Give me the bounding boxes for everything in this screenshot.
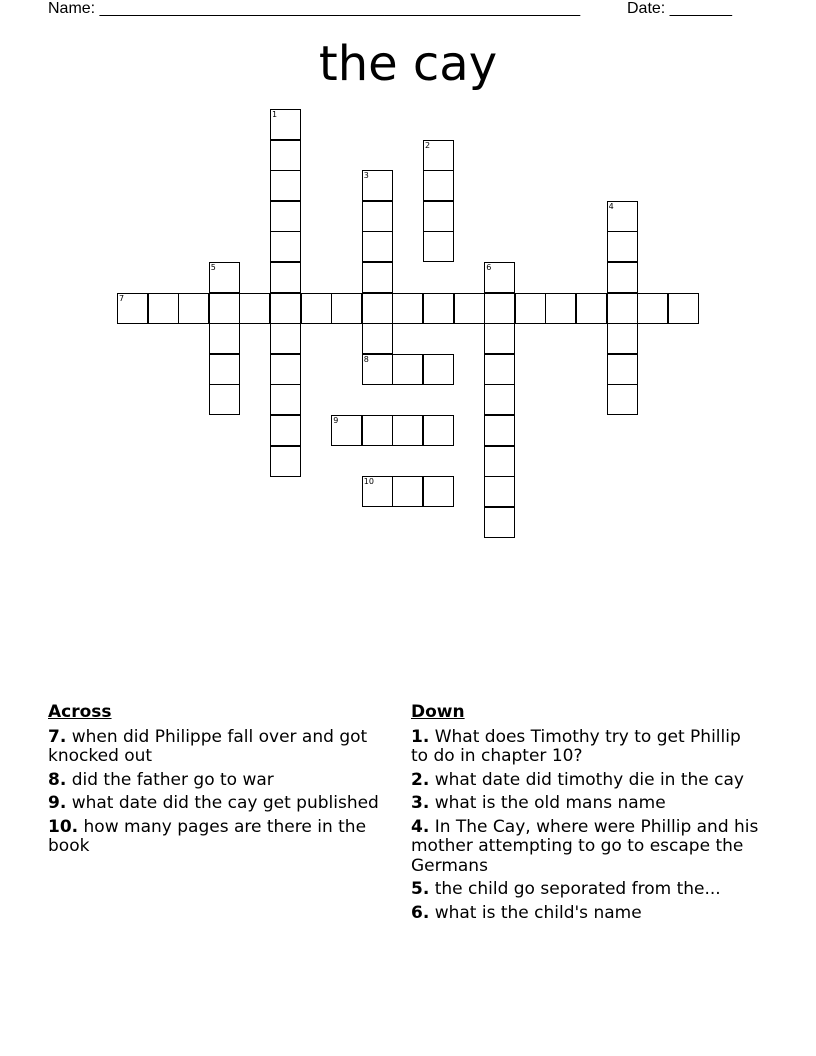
grid-cell[interactable] <box>607 293 638 324</box>
clue-number: 5. <box>411 879 430 899</box>
clue-text: In The Cay, where were Phillip and his mother attempting to go to escape the Germans <box>411 816 759 876</box>
grid-cell[interactable] <box>484 415 515 446</box>
grid-cell[interactable] <box>607 231 638 262</box>
grid-cell[interactable] <box>484 323 515 354</box>
grid-cell[interactable] <box>178 293 209 324</box>
down-clues <box>411 703 761 927</box>
cell-number: 6 <box>486 263 492 272</box>
clue-across-10 <box>48 818 393 857</box>
grid-cell[interactable] <box>423 170 454 201</box>
page-title: the cay <box>318 36 498 92</box>
cell-number: 1 <box>272 110 278 119</box>
down-heading: Down <box>411 702 465 722</box>
cell-number: 3 <box>363 171 369 181</box>
grid-cell[interactable] <box>607 354 638 385</box>
name-field-label: Name: ______________________________________________________ <box>48 0 581 17</box>
grid-cell[interactable] <box>423 354 454 385</box>
grid-cell[interactable] <box>270 446 301 477</box>
clue-text: what is the old mans name <box>434 793 666 813</box>
clue-down-2 <box>411 771 761 791</box>
grid-cell[interactable] <box>484 262 515 293</box>
grid-cell[interactable] <box>270 201 301 232</box>
grid-cell[interactable] <box>423 231 454 262</box>
grid-cell[interactable] <box>209 293 240 324</box>
grid-cell[interactable] <box>607 201 638 232</box>
grid-cell[interactable] <box>392 293 423 324</box>
grid-cell[interactable] <box>423 293 454 324</box>
grid-cell[interactable] <box>270 293 301 324</box>
clue-text: what is the child's name <box>434 902 642 923</box>
clue-number: 1. <box>411 726 430 747</box>
clue-down-6 <box>411 904 761 924</box>
clue-number: 8. <box>48 769 67 790</box>
grid-cell[interactable] <box>515 293 546 324</box>
date-field-label: Date: _______ <box>627 0 732 17</box>
grid-cell[interactable] <box>362 231 393 262</box>
clue-text: What does Timothy try to get Phillip to do in chapter 10? <box>411 726 741 766</box>
cell-number: 2 <box>425 140 431 150</box>
clue-number: 10. <box>48 816 79 837</box>
clue-across-9 <box>48 794 393 814</box>
grid-cell[interactable] <box>270 140 301 171</box>
grid-cell[interactable] <box>392 415 423 446</box>
grid-cell[interactable] <box>484 354 515 385</box>
clue-down-3 <box>411 794 761 814</box>
grid-cell[interactable] <box>331 415 362 446</box>
across-heading: Across <box>48 702 112 722</box>
grid-cell[interactable] <box>270 109 301 140</box>
cell-number: 8 <box>363 354 369 364</box>
grid-cell[interactable] <box>362 262 393 293</box>
grid-cell[interactable] <box>270 384 301 415</box>
grid-cell[interactable] <box>148 293 179 324</box>
grid-cell[interactable] <box>362 323 393 354</box>
grid-cell[interactable] <box>270 323 301 354</box>
clue-across-8 <box>48 771 393 791</box>
grid-cell[interactable] <box>454 293 485 324</box>
grid-cell[interactable] <box>301 293 332 324</box>
grid-cell[interactable] <box>209 262 240 293</box>
grid-cell[interactable] <box>362 293 393 324</box>
grid-cell[interactable] <box>607 323 638 354</box>
clue-down-5 <box>411 880 761 900</box>
grid-cell[interactable] <box>484 384 515 415</box>
grid-cell[interactable] <box>239 293 270 324</box>
grid-cell[interactable] <box>362 415 393 446</box>
clue-text: the child go seporated from the... <box>434 879 721 899</box>
grid-cell[interactable] <box>484 293 515 324</box>
grid-cell[interactable] <box>209 354 240 385</box>
clue-down-4 <box>411 818 761 877</box>
clue-number: 7. <box>48 726 67 747</box>
grid-cell[interactable] <box>392 354 423 385</box>
clue-text: when did Philippe fall over and got knocked out <box>48 726 368 766</box>
clue-down-1 <box>411 728 761 767</box>
clue-across-7 <box>48 728 393 767</box>
cell-number: 7 <box>119 293 125 303</box>
grid-cell[interactable] <box>209 384 240 415</box>
grid-cell[interactable] <box>392 476 423 507</box>
cell-number: 5 <box>210 263 216 272</box>
grid-cell[interactable] <box>607 262 638 293</box>
grid-cell[interactable] <box>668 293 699 324</box>
grid-cell[interactable] <box>423 201 454 232</box>
grid-cell[interactable] <box>117 293 148 324</box>
grid-cell[interactable] <box>270 415 301 446</box>
cell-number: 4 <box>608 201 614 211</box>
clue-number: 4. <box>411 816 430 837</box>
grid-cell[interactable] <box>362 354 393 385</box>
cell-number: 9 <box>333 416 339 425</box>
clue-text: what date did timothy die in the cay <box>434 769 744 790</box>
grid-cell[interactable] <box>362 201 393 232</box>
cell-number: 10 <box>363 477 374 487</box>
grid-cell[interactable] <box>637 293 668 324</box>
grid-cell[interactable] <box>484 446 515 477</box>
grid-cell[interactable] <box>607 384 638 415</box>
grid-cell[interactable] <box>362 476 393 507</box>
across-clues <box>48 703 393 861</box>
clue-text: what date did the cay get published <box>71 793 379 813</box>
grid-cell[interactable] <box>423 140 454 171</box>
grid-cell[interactable] <box>484 476 515 507</box>
clue-text: did the father go to war <box>71 769 274 790</box>
grid-cell[interactable] <box>362 170 393 201</box>
grid-cell[interactable] <box>423 415 454 446</box>
clue-text: how many pages are there in the book <box>48 816 367 856</box>
grid-cell[interactable] <box>270 354 301 385</box>
clue-number: 6. <box>411 902 430 923</box>
grid-cell[interactable] <box>270 231 301 262</box>
grid-cell[interactable] <box>209 323 240 354</box>
grid-cell[interactable] <box>545 293 576 324</box>
clue-number: 9. <box>48 793 67 813</box>
grid-cell[interactable] <box>270 262 301 293</box>
grid-cell[interactable] <box>576 293 607 324</box>
clue-number: 2. <box>411 769 430 790</box>
grid-cell[interactable] <box>423 476 454 507</box>
grid-cell[interactable] <box>331 293 362 324</box>
grid-cell[interactable] <box>270 170 301 201</box>
grid-cell[interactable] <box>484 507 515 538</box>
clue-number: 3. <box>411 793 430 813</box>
